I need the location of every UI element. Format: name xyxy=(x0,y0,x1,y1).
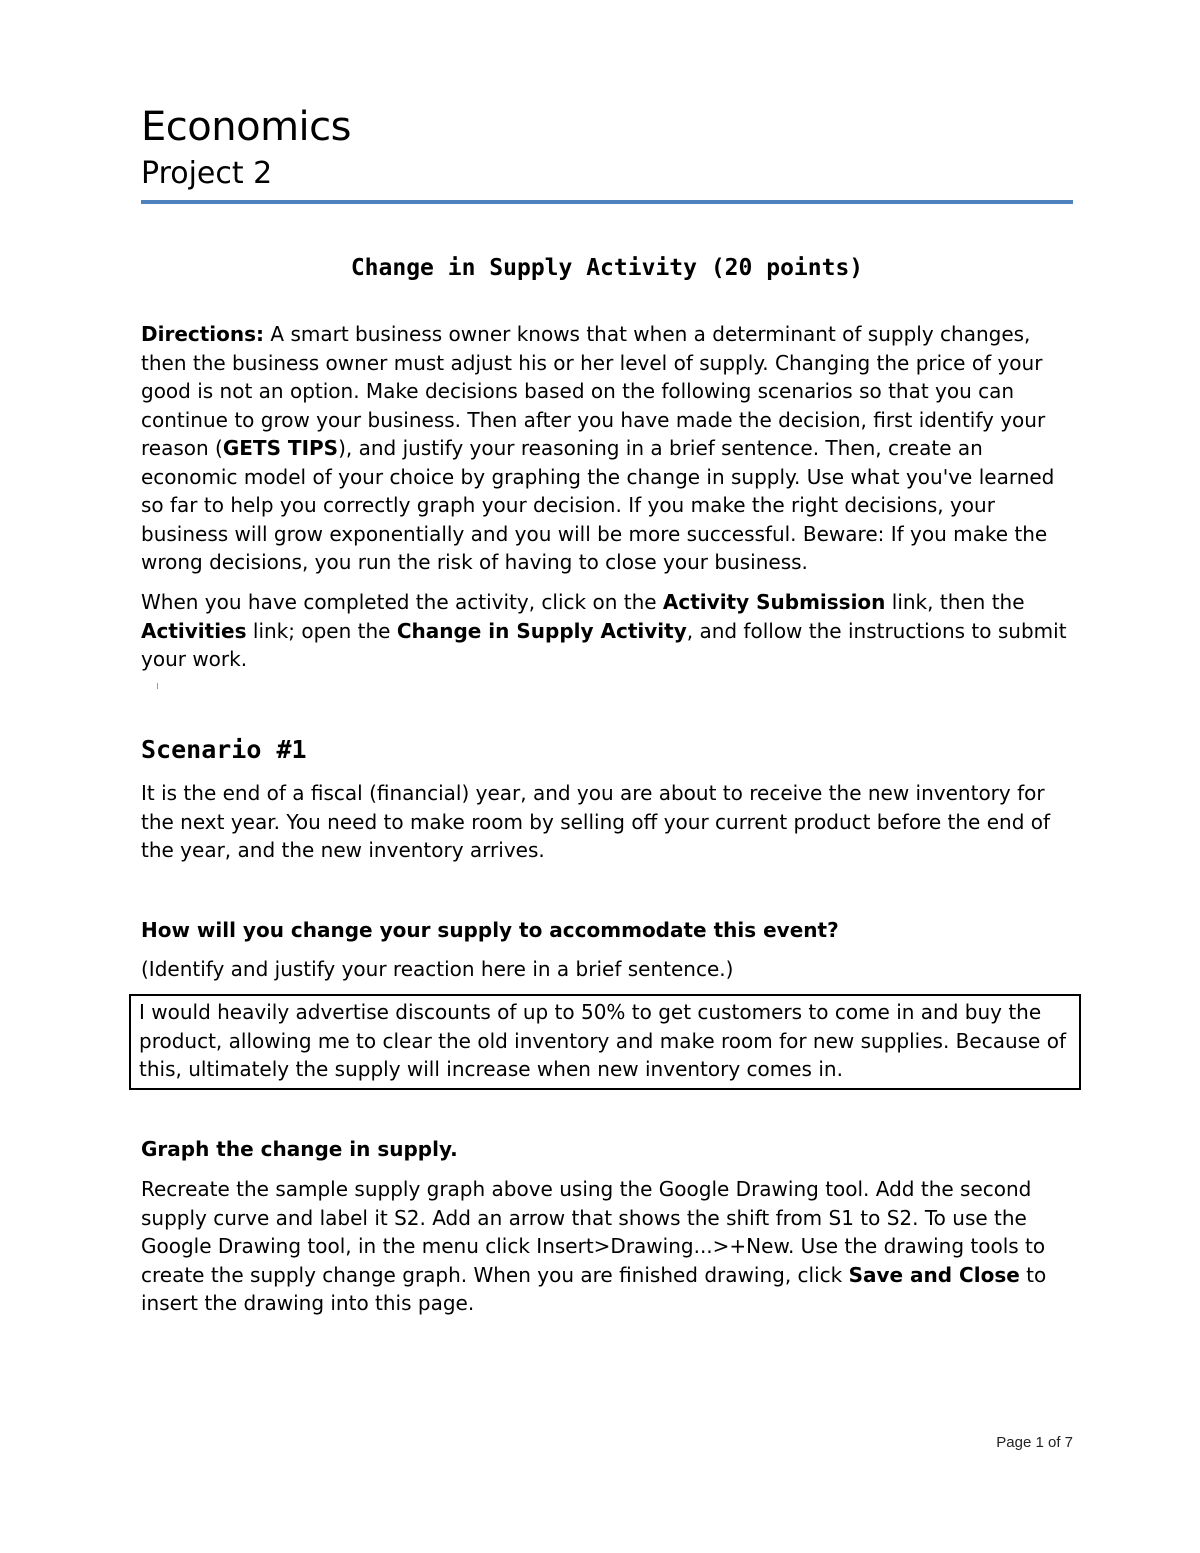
document-subtitle: Project 2 xyxy=(141,156,273,191)
directions-text-1: A smart business owner knows that when a determinant of supply changes, then the business owner must adjust his or her level of supply. Changing the price of your good is not an option. Make decisions based on the following scenarios so that you can continue to grow your business. Then after you have made the decision, first identify your reason ( xyxy=(141,322,1046,460)
answer-text[interactable]: I would heavily advertise discounts of up to 50% to get customers to come in and buy the product, allowing me to clear the old inventory and make room for new supplies. Because of this, ultimately the supply will increase when new inventory comes in. xyxy=(139,1000,1066,1081)
graph-text: Recreate the sample supply graph above using the Google Drawing tool. Add the second supply curve and label it S2. Add an arrow that shows the shift from S1 to S2. To use the Google Drawing tool, in the menu click Insert>Drawing...>+New. Use the drawing tools to create the supply change graph. When you are finished drawing, click xyxy=(141,1177,1046,1287)
graph-instructions xyxy=(141,1175,1076,1318)
stray-mark xyxy=(157,683,158,689)
submission-text-4: , and follow the instructions to submit your work. xyxy=(141,618,1067,671)
activity-submission-link-text: Activity Submission xyxy=(662,590,886,614)
submission-text-3: link; open the xyxy=(246,618,397,643)
directions-text-2: ), and justify your reasoning in a brief sentence. Then, create an economic model of your choice by graphing the change in supply. Use what you've learned so far to help you correctly graph your decision. If you make the right decisions, your business will grow exponentially and you will be more successful. Beware: If you make the wrong decisions, you run the risk of having to close your business. xyxy=(141,436,1055,574)
gets-tips: GETS TIPS xyxy=(222,436,339,460)
submission-text-2: link, then the xyxy=(885,590,1025,614)
activity-title: Change in Supply Activity (20 points) xyxy=(350,255,864,281)
document-title: Economics xyxy=(141,104,351,150)
scenario-text: It is the end of a fiscal (financial) year, and you are about to receive the new inventory for the next year. You need to make room by selling off your current product before the end of the year, and the new inventory arrives. xyxy=(141,781,1051,862)
directions-paragraph xyxy=(141,320,1076,577)
submission-text-1: When you have completed the activity, click on the xyxy=(141,590,663,614)
directions-label: Directions: xyxy=(141,322,265,346)
save-and-close-text: Save and Close xyxy=(848,1262,1020,1287)
title-rule xyxy=(141,200,1073,204)
scenario-heading: Scenario #1 xyxy=(141,735,307,764)
scenario-question: How will you change your supply to accommodate this event? xyxy=(141,918,839,942)
change-in-supply-activity-text: Change in Supply Activity xyxy=(396,618,687,643)
activities-link-text: Activities xyxy=(141,618,247,643)
graph-text-end: to insert the drawing into this page. xyxy=(141,1262,1047,1315)
submission-paragraph xyxy=(141,588,1076,674)
page-number: Page 1 of 7 xyxy=(996,1434,1073,1451)
scenario-hint: (Identify and justify your reaction here in a brief sentence.) xyxy=(141,957,734,981)
graph-heading: Graph the change in supply. xyxy=(141,1137,458,1161)
